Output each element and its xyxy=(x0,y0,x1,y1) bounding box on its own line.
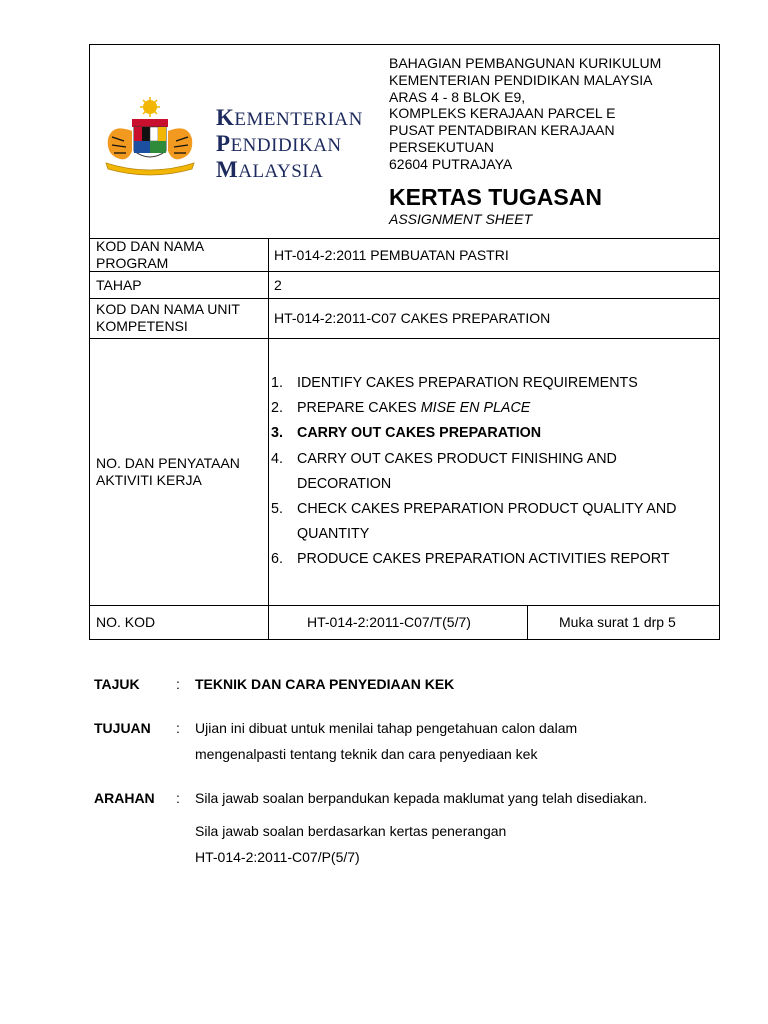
document-subtitle: ASSIGNMENT SHEET xyxy=(389,211,533,227)
tahap-value: 2 xyxy=(274,277,282,293)
coat-of-arms-logo xyxy=(98,97,202,181)
row-divider xyxy=(90,298,719,299)
tajuk-label: TAJUK xyxy=(94,676,140,692)
row-divider xyxy=(90,338,719,339)
kod-value: HT-014-2:2011-C07/T(5/7) xyxy=(307,614,471,630)
unit-value: HT-014-2:2011-C07 CAKES PREPARATION xyxy=(274,310,551,326)
tajuk-value: TEKNIK DAN CARA PENYEDIAAN KEK xyxy=(195,676,455,692)
list-item: 4. CARRY OUT CAKES PRODUCT FINISHING AND DECORATION xyxy=(271,450,617,492)
column-divider xyxy=(527,605,528,639)
document-header xyxy=(90,45,719,239)
list-item: 2. PREPARE CAKES MISE EN PLACE xyxy=(271,400,531,417)
activity-list xyxy=(271,371,676,573)
header-table xyxy=(89,44,720,640)
page-number: Muka surat 1 drp 5 xyxy=(559,614,676,630)
aktiviti-label: NO. DAN PENYATAAN AKTIVITI KERJA xyxy=(96,455,240,488)
arahan-label: ARAHAN xyxy=(94,790,155,806)
program-label: KOD DAN NAMA PROGRAM xyxy=(96,238,205,271)
arahan-line-3: HT-014-2:2011-C07/P(5/7) xyxy=(195,849,360,865)
colon: : xyxy=(176,676,180,692)
tujuan-label: TUJUAN xyxy=(94,720,151,736)
list-item: 6. PRODUCE CAKES PREPARATION ACTIVITIES REPORT xyxy=(271,551,670,568)
row-divider xyxy=(90,605,719,606)
colon: : xyxy=(176,790,180,806)
document-title: KERTAS TUGASAN xyxy=(389,184,602,210)
arahan-line-1: Sila jawab soalan berpandukan kepada maklumat yang telah disediakan. xyxy=(195,790,648,806)
ministry-name: KEMENTERIAN PENDIDIKAN MALAYSIA xyxy=(216,105,363,182)
list-item: 5. CHECK CAKES PREPARATION PRODUCT QUALITY AND QUANTITY xyxy=(271,501,677,543)
list-item: 1. IDENTIFY CAKES PREPARATION REQUIREMENTS xyxy=(271,375,638,391)
arahan-line-2: Sila jawab soalan berdasarkan kertas penerangan xyxy=(195,823,507,839)
list-item: 3. CARRY OUT CAKES PREPARATION xyxy=(271,425,542,442)
tujuan-line-1: Ujian ini dibuat untuk menilai tahap pengetahuan calon dalam xyxy=(195,720,578,736)
colon: : xyxy=(176,720,180,736)
unit-label: KOD DAN NAMA UNIT KOMPETENSI xyxy=(96,301,240,334)
row-divider xyxy=(90,271,719,272)
program-value: HT-014-2:2011 PEMBUATAN PASTRI xyxy=(274,247,509,263)
tahap-label: TAHAP xyxy=(96,277,142,293)
tujuan-line-2: mengenalpasti tentang teknik dan cara penyediaan kek xyxy=(195,746,538,762)
column-divider xyxy=(268,238,269,639)
kod-label: NO. KOD xyxy=(96,614,156,630)
ministry-address: BAHAGIAN PEMBANGUNAN KURIKULUM KEMENTERIAN PENDIDIKAN MALAYSIA ARAS 4 - 8 BLOK E9, KOMPLEKS KERAJAAN PARCEL E PUSAT PENTADBIRAN KERAJAAN PERSEKUTUAN 62604 PUTRAJAYA xyxy=(389,55,662,172)
